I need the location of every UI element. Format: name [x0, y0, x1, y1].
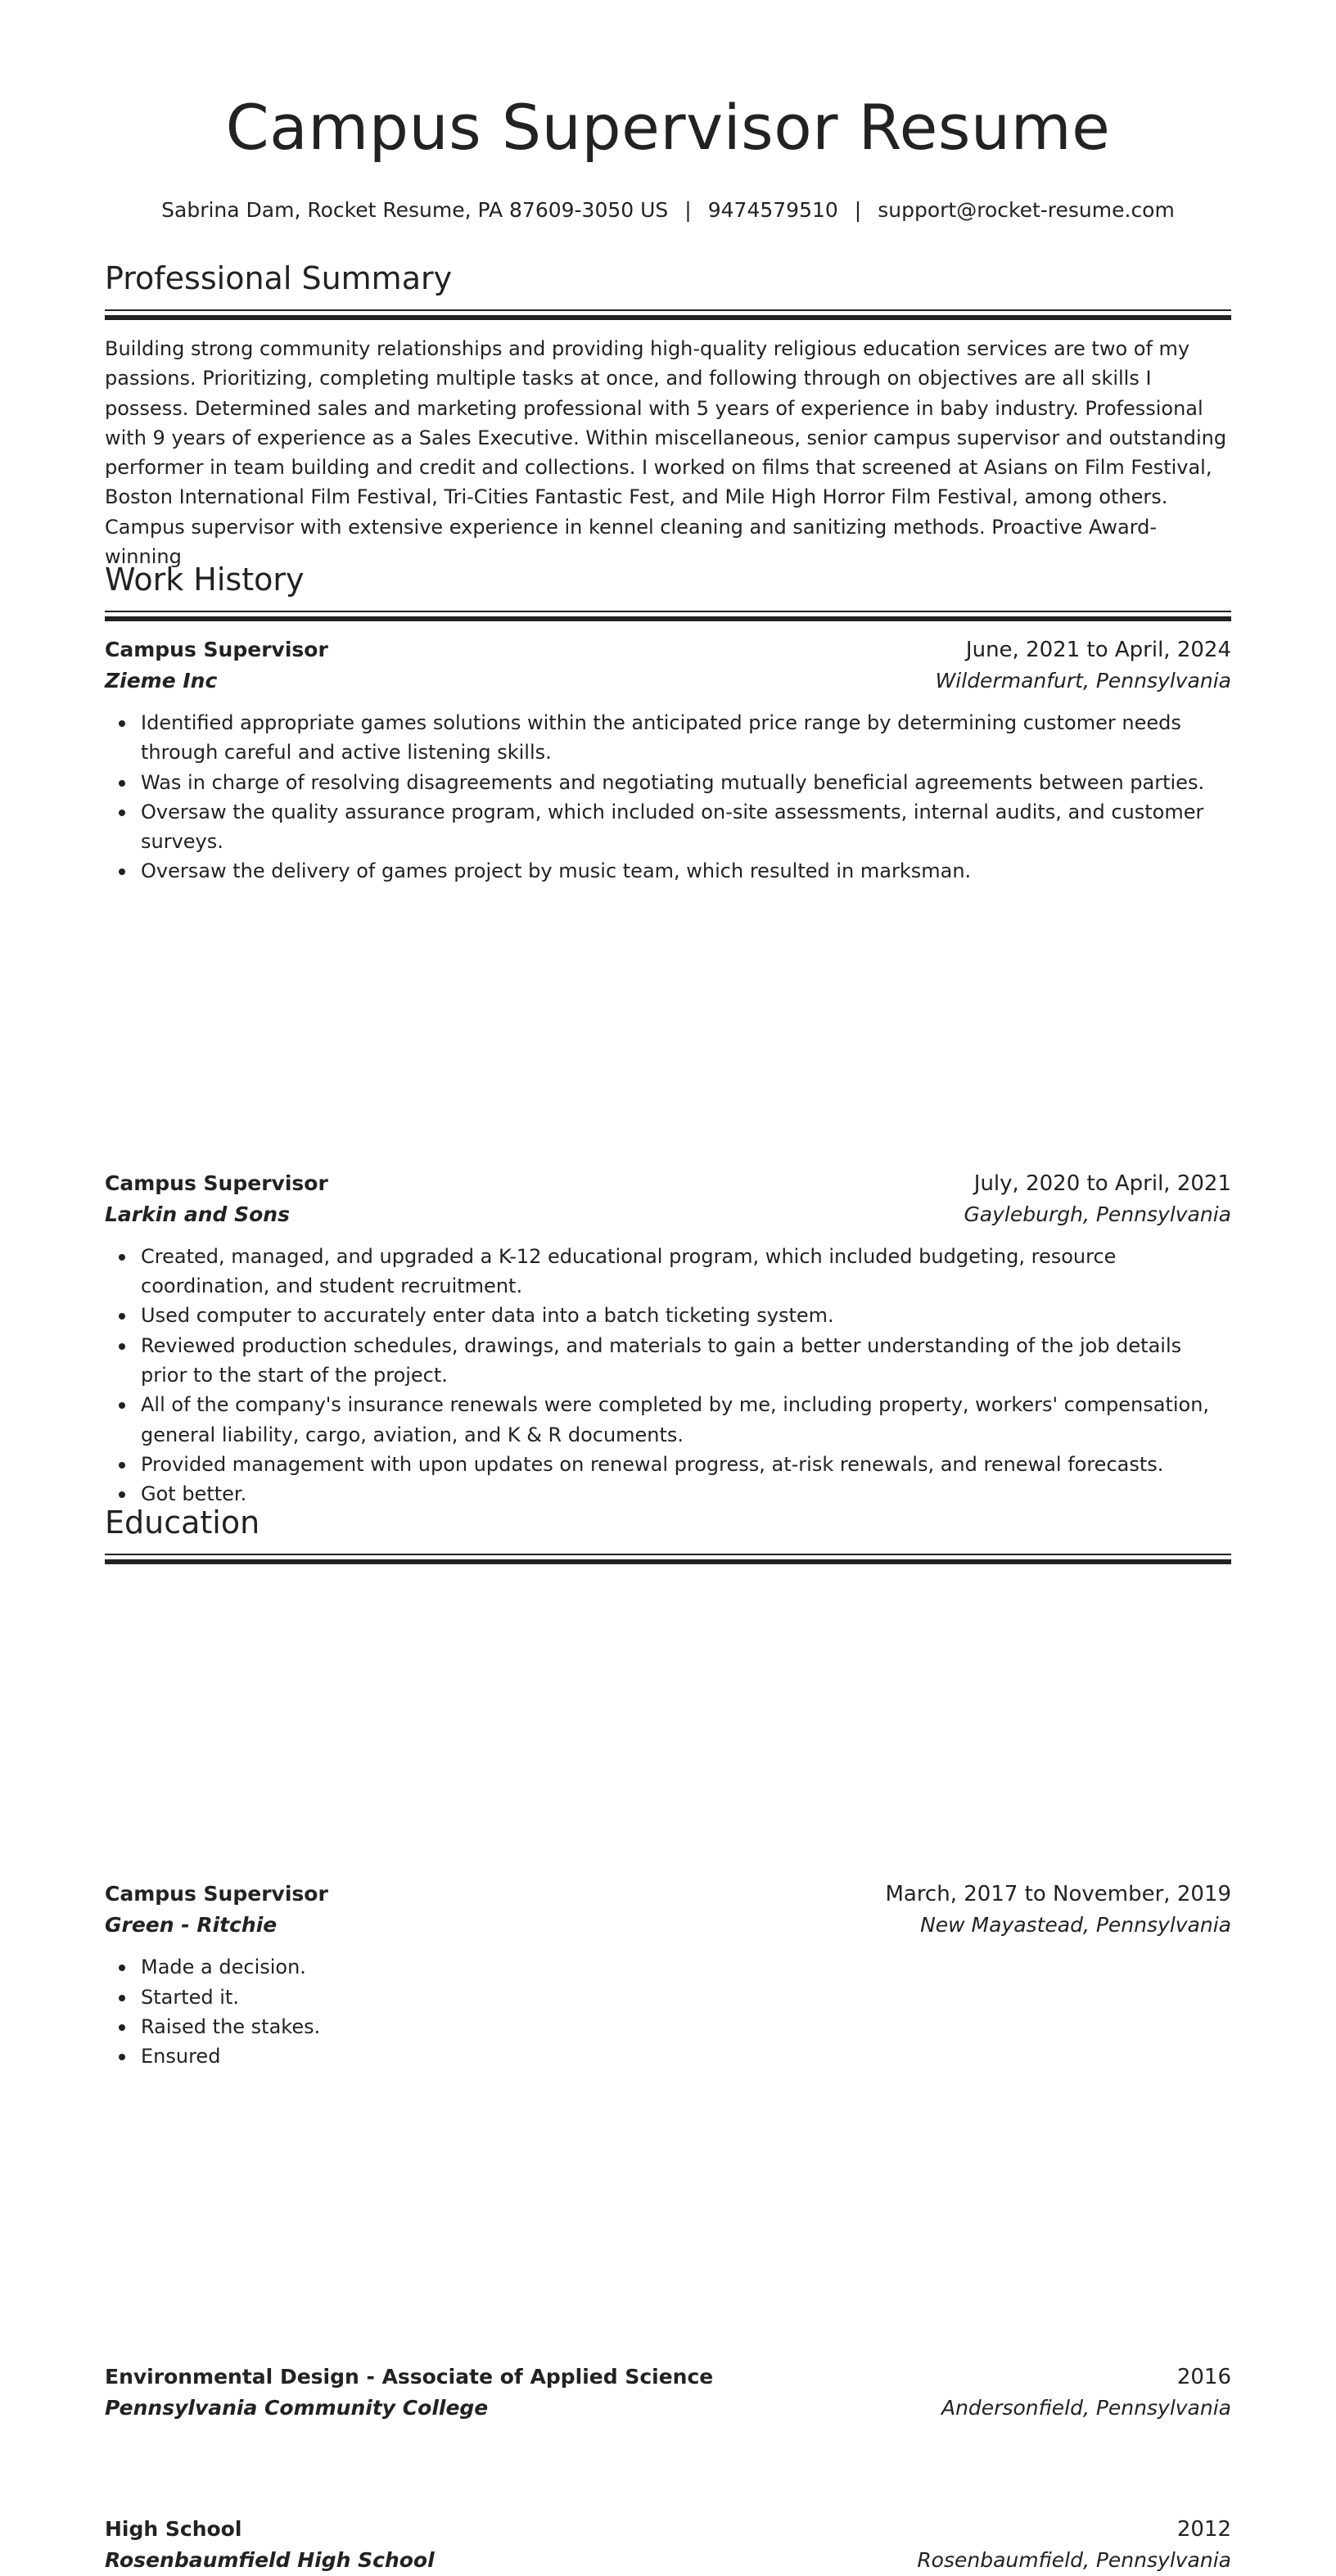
job-subheader-row — [105, 1199, 1231, 1230]
job-location: Wildermanfurt, Pennsylvania — [935, 669, 1231, 692]
list-item: All of the company's insurance renewals were completed by me, including property, workers' compensation, general liability, cargo, aviation, and K & R documents. — [141, 1390, 1231, 1450]
summary-text: Building strong community relationships and providing high-quality religious education services are two of my passions. Prioritizing, completing multiple tasks at once, and following through on objectives are all skills I possess. Determined sales and marketing professional with 5 years of experience in baby industry. Professional with 9 years of experience as a Sales Executive. Within miscellaneous, senior campus supervisor and outstanding performer in team building and credit and collections. I worked on films that screened at Asians on Film Festival, Boston International Film Festival, Tri-Cities Fantastic Fest, and Mile High Horror Film Festival, among others. Campus supervisor with extensive experience in kennel cleaning and sanitizing methods. Proactive Award-winning — [105, 337, 1227, 569]
list-item: Created, managed, and upgraded a K-12 educational program, which included budgeting, resource coordination, and student recruitment. — [141, 1242, 1231, 1302]
job-header-row — [105, 1879, 1231, 1910]
contact-phone: 9474579510 — [707, 198, 838, 222]
education-entry — [105, 2514, 1231, 2576]
job-entry — [105, 1879, 1231, 2071]
list-item: Made a decision. — [141, 1952, 1231, 1982]
education-year: 2016 — [1176, 2364, 1231, 2389]
education-heading: Education — [105, 1505, 260, 1541]
job-company: Zieme Inc — [105, 669, 218, 692]
job-bullets — [105, 1242, 1231, 1509]
education-subheader-row — [105, 2545, 1231, 2576]
list-item: Got better. — [141, 1479, 1231, 1509]
contact-separator: | — [854, 198, 862, 222]
education-school: Rosenbaumfield High School — [105, 2547, 435, 2572]
contact-address: Sabrina Dam, Rocket Resume, PA 87609-3050 US — [161, 198, 669, 222]
education-degree: Environmental Design - Associate of Applied Science — [105, 2364, 714, 2389]
job-location: New Mayastead, Pennsylvania — [920, 1913, 1231, 1938]
education-subheader-row — [105, 2393, 1231, 2424]
job-title: Campus Supervisor — [105, 1171, 328, 1195]
education-location: Rosenbaumfield, Pennsylvania — [917, 2547, 1231, 2572]
education-year: 2012 — [1176, 2516, 1231, 2542]
list-item: Raised the stakes. — [141, 2012, 1231, 2041]
summary-section — [105, 260, 1231, 571]
job-company: Green - Ritchie — [105, 1913, 278, 1938]
section-divider — [105, 611, 1231, 620]
list-item: Used computer to accurately enter data into a batch ticketing system. — [141, 1301, 1231, 1330]
job-entry — [105, 1168, 1231, 1509]
list-item: Reviewed production schedules, drawings, and materials to gain a better understanding of the job details prior to the start of the project. — [141, 1331, 1231, 1391]
section-divider — [105, 1554, 1231, 1563]
job-title: Campus Supervisor — [105, 638, 328, 661]
summary-heading: Professional Summary — [105, 260, 453, 296]
education-entry — [105, 2362, 1231, 2424]
list-item: Oversaw the quality assurance program, which included on-site assessments, internal audits, and customer surveys. — [141, 797, 1231, 857]
list-item: Oversaw the delivery of games project by music team, which resulted in marksman. — [141, 856, 1231, 886]
job-dates: July, 2020 to April, 2021 — [973, 1171, 1231, 1196]
contact-line — [105, 197, 1231, 223]
resume-page — [105, 0, 1231, 2572]
job-entry — [105, 634, 1231, 886]
job-header-row — [105, 1168, 1231, 1199]
job-dates: June, 2021 to April, 2024 — [965, 638, 1231, 662]
education-degree: High School — [105, 2516, 242, 2541]
job-title: Campus Supervisor — [105, 1882, 328, 1906]
list-item: Was in charge of resolving disagreements and negotiating mutually beneficial agreements between parties. — [141, 768, 1231, 797]
list-item: Identified appropriate games solutions within the anticipated price range by determining customer needs through careful and active listening skills. — [141, 708, 1231, 768]
education-header-row — [105, 2514, 1231, 2545]
education-school: Pennsylvania Community College — [105, 2395, 489, 2420]
job-subheader-row — [105, 665, 1231, 697]
job-bullets — [105, 1952, 1231, 2071]
education-header-row — [105, 2362, 1231, 2393]
list-item: Started it. — [141, 1983, 1231, 2012]
work-history-section — [105, 562, 1231, 620]
list-item: Provided management with upon updates on renewal progress, at-risk renewals, and renewal forecasts. — [141, 1450, 1231, 1479]
job-dates: March, 2017 to November, 2019 — [885, 1882, 1231, 1907]
job-bullets — [105, 708, 1231, 886]
education-location: Andersonfield, Pennsylvania — [941, 2395, 1231, 2420]
job-subheader-row — [105, 1910, 1231, 1941]
job-header-row — [105, 634, 1231, 665]
page-title: Campus Supervisor Resume — [225, 91, 1111, 164]
section-divider — [105, 309, 1231, 319]
contact-separator: | — [684, 198, 692, 222]
job-location: Gayleburgh, Pennsylvania — [964, 1202, 1231, 1226]
work-history-heading: Work History — [105, 562, 305, 598]
contact-email[interactable]: support@rocket-resume.com — [878, 198, 1175, 222]
education-section — [105, 1505, 1231, 1563]
list-item: Ensured — [141, 2041, 1231, 2071]
job-company: Larkin and Sons — [105, 1202, 290, 1226]
